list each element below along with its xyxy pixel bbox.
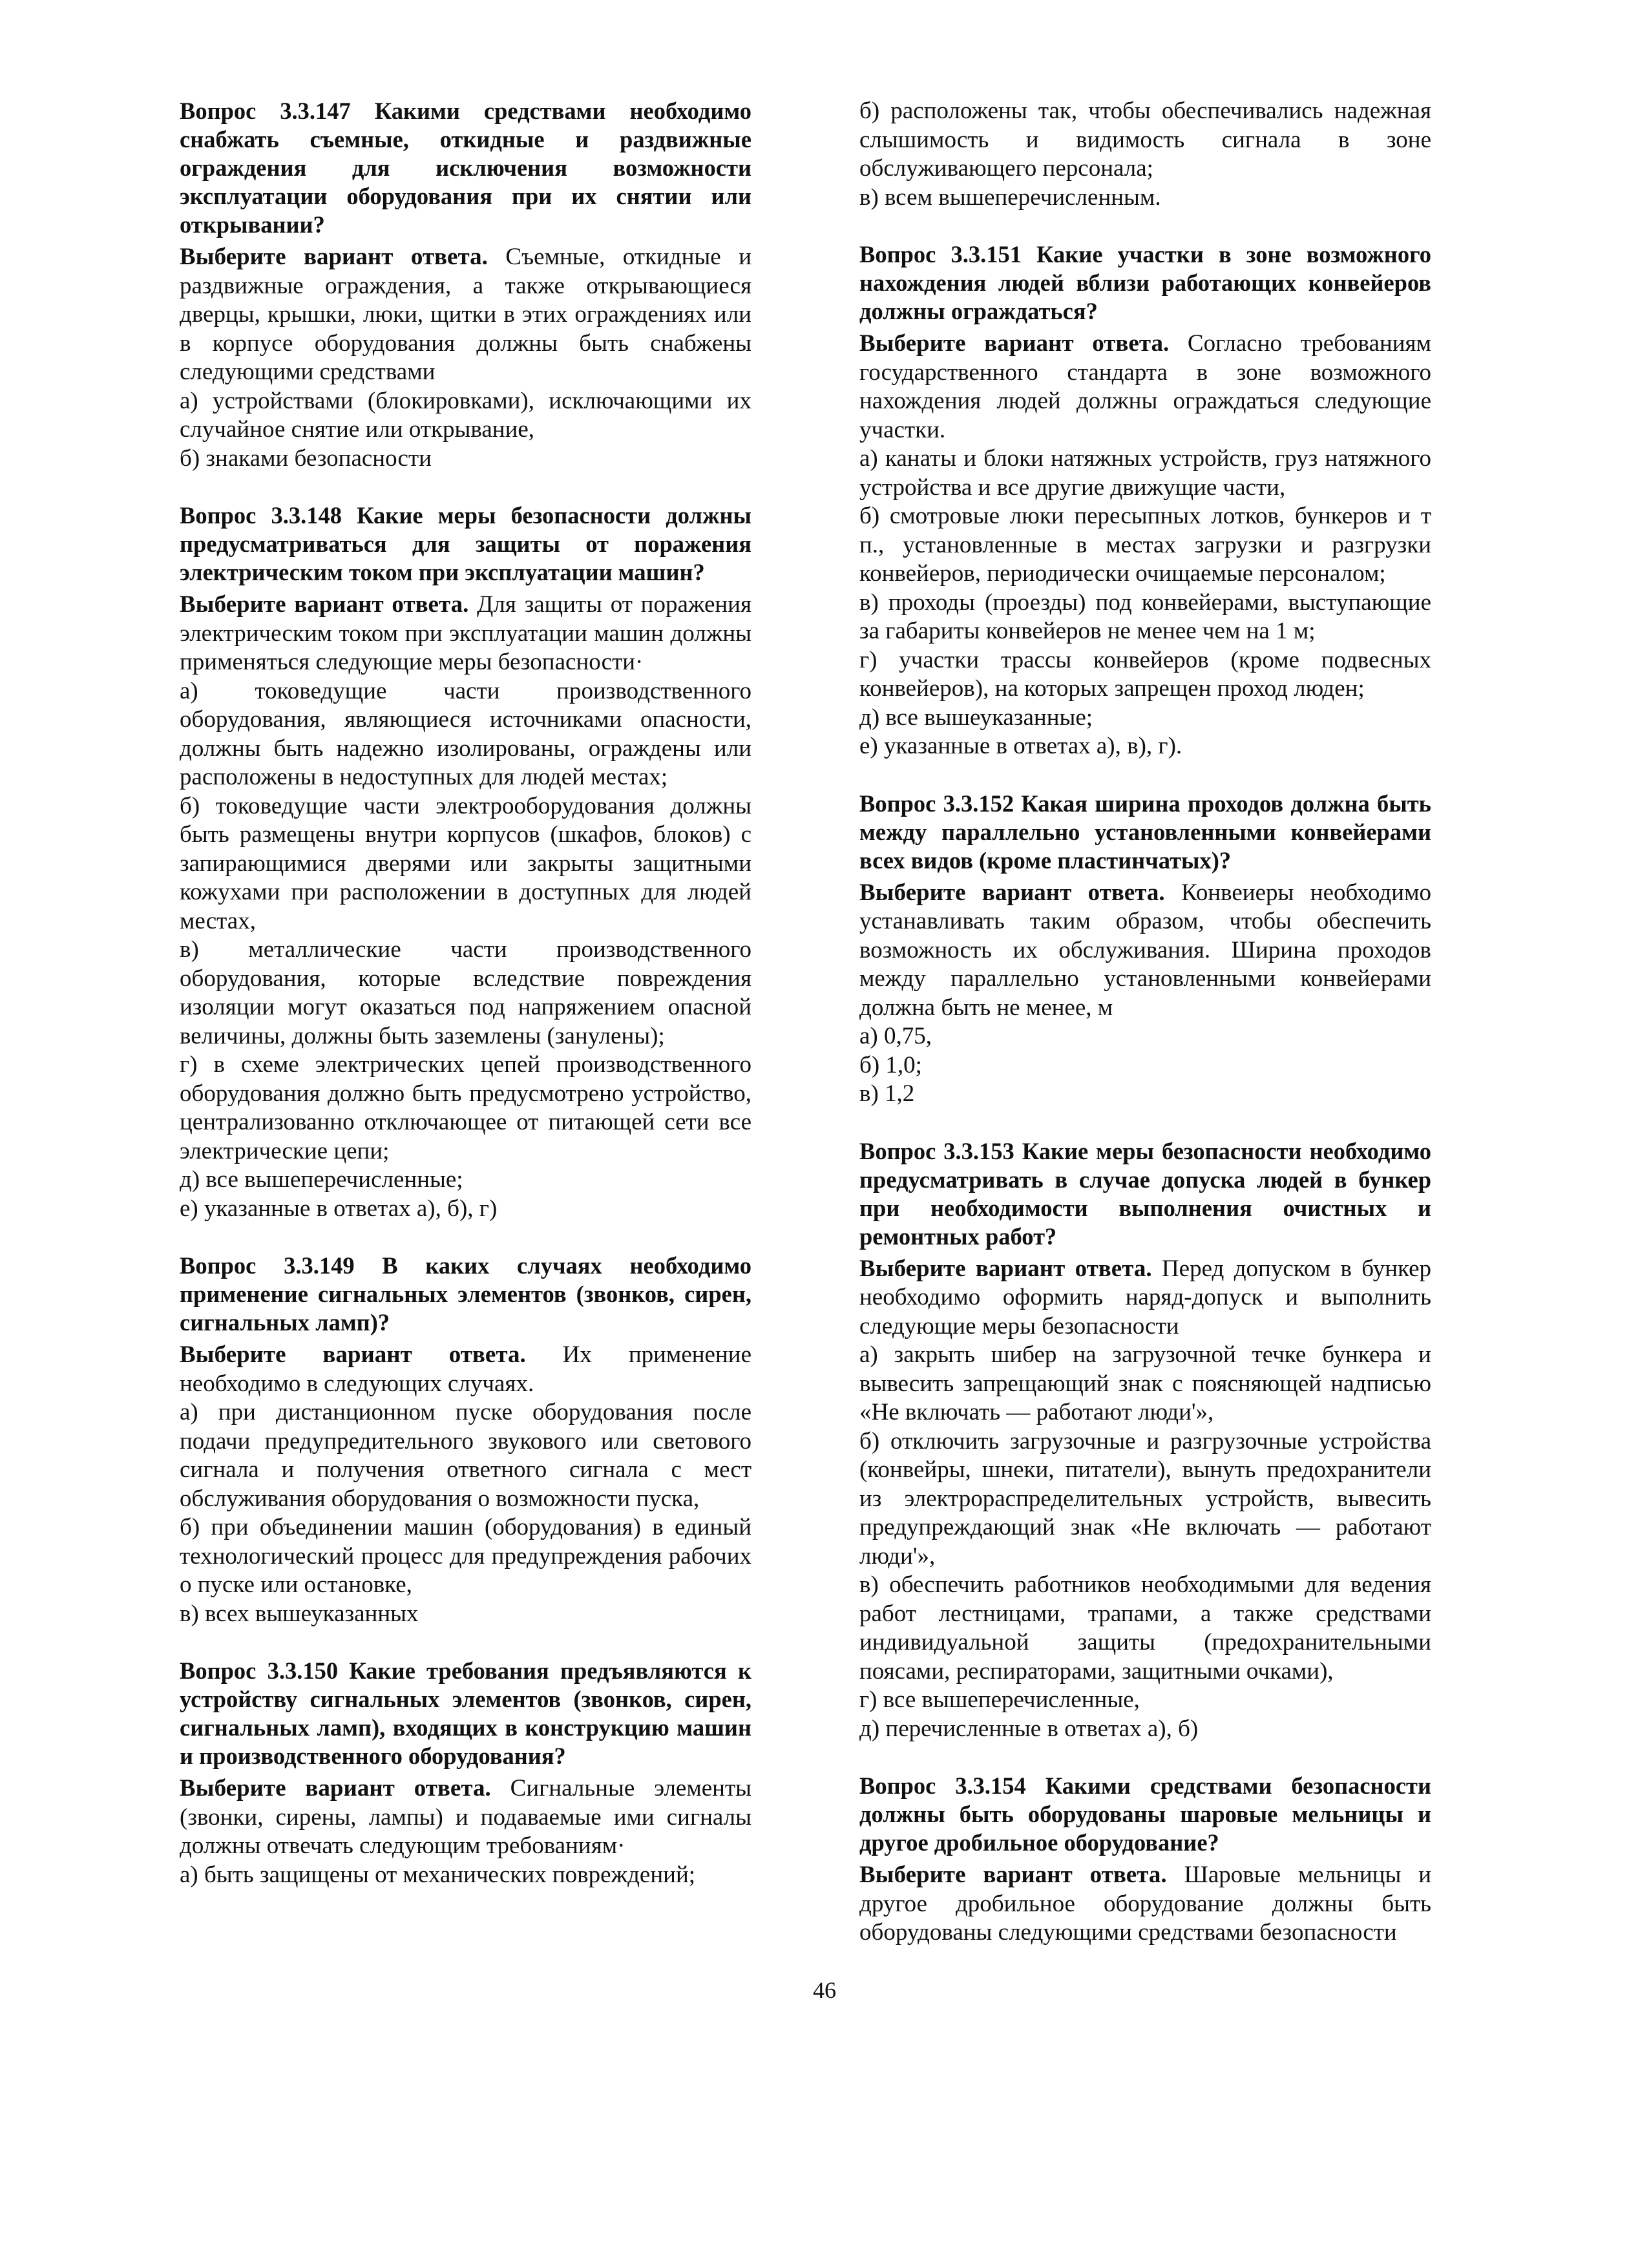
answer-lead: Выберите вариант ответа. <box>859 330 1170 357</box>
answer-option: г) все вышеперечисленные, <box>859 1686 1140 1713</box>
answer-intro-text: Сигнальные элементы (звонки, сирены, лампы) и подаваемые ими сигналы должны отвечать следующим требованиям· <box>180 1775 751 1859</box>
answer-intro <box>180 243 751 387</box>
answer-lead: Выберите вариант ответа. <box>859 879 1165 906</box>
answer-option: г) в схеме электрических цепей производственного оборудования должно быть предусмотрено устройство, централизованно отключающее от питающей сети все электрические цепи; <box>180 1051 751 1164</box>
answer-option: а) токоведущие части производственного оборудования, являющиеся источниками опасности, должны быть надежно изолированы, ограждены или расположены в недоступных для людей местах; <box>180 677 751 790</box>
question-title: Вопрос 3.3.147 Какими средствами необходимо снабжать съемные, откидные и раздвижные ограждения для исключения возможности эксплуатации оборудования при их снятии или открывании? <box>180 98 751 238</box>
answer-option: д) все вышеуказанные; <box>859 704 1093 731</box>
question-title: Вопрос 3.3.153 Какие меры безопасности необходимо предусматривать в случае допуска людей в бункер при необходимости выполнения очистных и ремонтных работ? <box>859 1137 1431 1250</box>
question-3-3-147 <box>180 97 751 473</box>
answer-option: в) 1,2 <box>859 1080 915 1107</box>
answer-option: б) токоведущие части электрооборудования должны быть размещены внутри корпусов (шкафов, блоков) с запирающимися дверями или закрыты защитными кожухами при расположении в доступных для людей местах, <box>180 792 751 934</box>
answer-option: а) канаты и блоки натяжных устройств, груз натяжного устройства и все другие движущие части, <box>859 445 1431 501</box>
answer-option: б) отключить загрузочные и разгрузочные устройства (конвейры, шнеки, питатели), вынуть предохранители из электрораспределительных устройств, вывесить предупреждающий знак «Не включать — работают люди'», <box>859 1427 1431 1570</box>
answer-option: а) быть защищены от механических повреждений; <box>180 1861 696 1888</box>
answer-option: а) закрыть шибер на загрузочной течке бункера и вывесить запрещающий знак с поясняющей надписью «Не включать — работают люди'», <box>859 1341 1431 1425</box>
answer-intro-text: Съемные, откидные и раздвижные ограждения, а также открывающиеся дверцы, крышки, люки, щитки в этих ограждениях или в корпусе оборудования должны быть снабжены следующими средствами <box>180 244 751 385</box>
answer-option: б) при объединении машин (оборудования) в единый технологический процесс для предупреждения рабочих о пуске или остановке, <box>180 1514 751 1598</box>
question-3-3-148 <box>180 501 751 1223</box>
answer-intro-text: Конвеиеры необходимо устанавливать таким образом, чтобы обеспечить возможность их обслуживания. Ширина проходов между параллельно установленными конвейерами должна быть не менее, м <box>859 879 1431 1021</box>
answer-option: е) указанные в ответах а), в), г). <box>859 733 1182 759</box>
answer-intro <box>180 1774 751 1861</box>
answer-intro <box>859 330 1431 445</box>
answer-lead: Выберите вариант ответа. <box>180 1775 491 1801</box>
question-3-3-149 <box>180 1252 751 1628</box>
answer-option: а) устройствами (блокировками), исключающими их случайное снятие или открывание, <box>180 387 751 443</box>
answer-intro <box>859 1255 1431 1341</box>
answer-lead: Выберите вариант ответа. <box>180 244 488 270</box>
left-column <box>180 97 751 1918</box>
question-3-3-150 <box>180 1657 751 1889</box>
answer-intro-text: Согласно требованиям государственного стандарта в зоне возможного нахождения людей должны ограждаться следующие участки. <box>859 330 1431 443</box>
right-column <box>859 97 1431 1976</box>
question-title: Вопрос 3.3.148 Какие меры безопасности должны предусматриваться для защиты от поражения электрическим током при эксплуатации машин? <box>180 502 751 585</box>
answer-lead: Выберите вариант ответа. <box>859 1255 1152 1282</box>
question-3-3-152 <box>859 790 1431 1109</box>
answer-intro <box>859 1861 1431 1948</box>
answer-intro <box>859 879 1431 1023</box>
answer-option: в) проходы (проезды) под конвейерами, выступающие за габариты конвейеров не менее чем на 1 м; <box>859 589 1431 644</box>
answer-option: в) металлические части производственного оборудования, которые вследствие повреждения изоляции могут оказаться под напряжением опасной величины, должны быть заземлены (занулены); <box>180 936 751 1049</box>
answer-option: б) 1,0; <box>859 1051 922 1078</box>
answer-option: а) 0,75, <box>859 1023 932 1049</box>
question-title: Вопрос 3.3.154 Какими средствами безопасности должны быть оборудованы шаровые мельницы и другое дробильное оборудование? <box>859 1772 1431 1856</box>
question-title: Вопрос 3.3.151 Какие участки в зоне возможного нахождения людей вблизи работающих конвейеров должны ограждаться? <box>859 241 1431 324</box>
answer-option: б) расположены так, чтобы обеспечивались надежная слышимость и видимость сигнала в зоне обслуживающего персонала; <box>859 98 1431 182</box>
answer-option: е) указанные в ответах а), б), г) <box>180 1195 498 1222</box>
answer-option: в) обеспечить работников необходимыми для ведения работ лестницами, трапами, а также средствами индивидуальной защиты (предохранительными поясами, респираторами, защитными очками), <box>859 1571 1431 1685</box>
answer-option: б) знаками безопасности <box>180 445 432 472</box>
answer-intro-text: Перед допуском в бункер необходимо оформить наряд-допуск и выполнить следующие меры безопасности <box>859 1255 1431 1339</box>
answer-lead: Выберите вариант ответа. <box>180 1341 526 1368</box>
answer-intro <box>180 1341 751 1398</box>
answer-option: б) смотровые люки пересыпных лотков, бункеров и т п., установленные в местах загрузки и разгрузки конвейеров, периодически очищаемые персоналом; <box>859 503 1431 587</box>
question-3-3-151 <box>859 240 1431 761</box>
answer-intro-text: Их применение необходимо в следующих случаях. <box>180 1341 751 1397</box>
question-title: Вопрос 3.3.152 Какая ширина проходов должна быть между параллельно установленными конвейерами всех видов (кроме пластинчатых)? <box>859 790 1431 874</box>
question-3-3-154 <box>859 1772 1431 1948</box>
answer-intro <box>180 591 751 677</box>
page-number: 46 <box>813 1977 836 2003</box>
question-title: Вопрос 3.3.150 Какие требования предъявляются к устройству сигнальных элементов (звонков, сирен, сигнальных ламп), входящих в конструкцию машин и производственного оборудования? <box>180 1657 751 1769</box>
question-title: Вопрос 3.3.149 В каких случаях необходимо применение сигнальных элементов (звонков, сирен, сигнальных ламп)? <box>180 1252 751 1336</box>
answer-lead: Выберите вариант ответа. <box>859 1862 1167 1888</box>
answer-lead: Выберите вариант ответа. <box>180 591 469 618</box>
answer-option: д) все вышеперечисленные; <box>180 1166 463 1193</box>
answer-option: в) всех вышеуказанных <box>180 1600 419 1627</box>
question-3-3-153 <box>859 1137 1431 1744</box>
answer-option: а) при дистанционном пуске оборудования после подачи предупредительного звукового или светового сигнала и получения ответного сигнала с мест обслуживания оборудования о возможности пуска, <box>180 1399 751 1512</box>
answer-intro-text: Шаровые мельницы и другое дробильное оборудование должны быть оборудованы следующими средствами безопасности <box>859 1862 1431 1946</box>
answer-intro-text: Для защиты от поражения электрическим током при эксплуатации машин должны применяться следующие меры безопасности· <box>180 591 751 675</box>
answer-option: г) участки трассы конвейеров (кроме подвесных конвейеров), на которых запрещен проход люден; <box>859 646 1431 702</box>
answer-option: в) всем вышеперечисленным. <box>859 184 1161 211</box>
question-3-3-150-continued <box>859 97 1431 212</box>
answer-option: д) перечисленные в ответах а), б) <box>859 1715 1199 1742</box>
